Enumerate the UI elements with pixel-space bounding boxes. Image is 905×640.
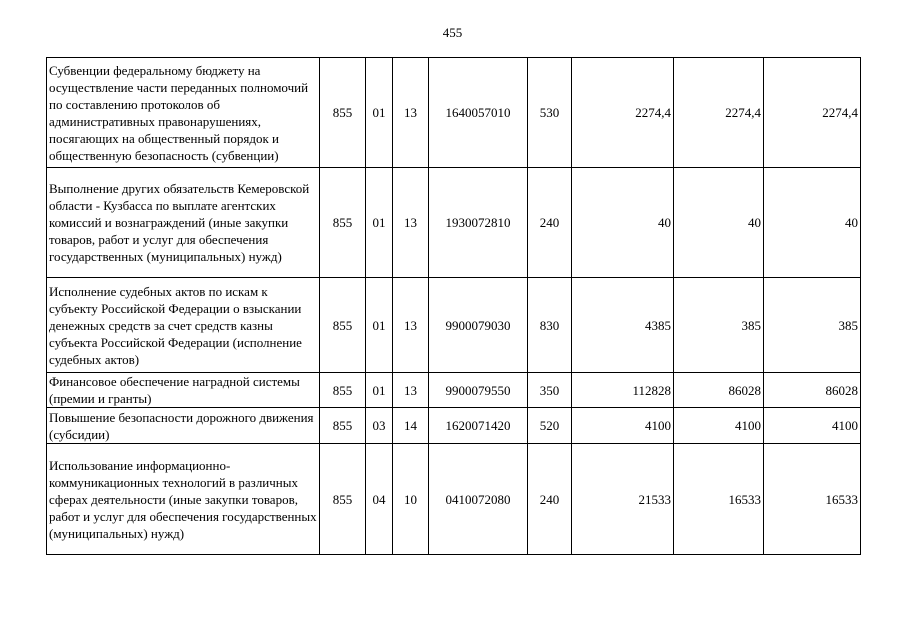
row-value-2: 16533 bbox=[674, 444, 764, 555]
row-section: 01 bbox=[366, 58, 393, 168]
row-subsection: 13 bbox=[393, 58, 429, 168]
row-expense-type: 240 bbox=[528, 444, 572, 555]
row-value-3: 86028 bbox=[764, 373, 861, 408]
row-name: Исполнение судебных актов по искам к субъекту Российской Федерации о взыскании денежных средств за счет средств казны субъекта Российской Федерации (исполнение судебных актов) bbox=[47, 278, 320, 373]
row-code: 855 bbox=[320, 373, 366, 408]
table-row bbox=[47, 58, 861, 168]
row-code: 855 bbox=[320, 58, 366, 168]
row-subsection: 13 bbox=[393, 168, 429, 278]
row-value-2: 40 bbox=[674, 168, 764, 278]
row-code: 855 bbox=[320, 444, 366, 555]
row-expense-type: 520 bbox=[528, 408, 572, 444]
row-value-1: 40 bbox=[572, 168, 674, 278]
row-subsection: 13 bbox=[393, 278, 429, 373]
row-value-3: 4100 bbox=[764, 408, 861, 444]
row-value-2: 86028 bbox=[674, 373, 764, 408]
row-section: 03 bbox=[366, 408, 393, 444]
row-value-1: 21533 bbox=[572, 444, 674, 555]
row-value-2: 4100 bbox=[674, 408, 764, 444]
row-section: 01 bbox=[366, 168, 393, 278]
row-value-3: 40 bbox=[764, 168, 861, 278]
row-value-3: 385 bbox=[764, 278, 861, 373]
row-value-1: 4100 bbox=[572, 408, 674, 444]
table-row bbox=[47, 408, 861, 444]
table-row bbox=[47, 168, 861, 278]
row-expense-type: 350 bbox=[528, 373, 572, 408]
row-name: Повышение безопасности дорожного движения (субсидии) bbox=[47, 408, 320, 444]
row-name: Выполнение других обязательств Кемеровской области - Кузбасса по выплате агентских комиссий и вознаграждений (иные закупки товаров, работ и услуг для обеспечения государственных (муниципальных) нужд) bbox=[47, 168, 320, 278]
table-row bbox=[47, 373, 861, 408]
table-row bbox=[47, 278, 861, 373]
row-value-1: 4385 bbox=[572, 278, 674, 373]
row-subsection: 14 bbox=[393, 408, 429, 444]
row-code: 855 bbox=[320, 278, 366, 373]
row-subsection: 13 bbox=[393, 373, 429, 408]
row-name: Использование информационно-коммуникационных технологий в различных сферах деятельности (иные закупки товаров, работ и услуг для обеспечения государственных (муниципальных) нужд) bbox=[47, 444, 320, 555]
row-target: 1930072810 bbox=[429, 168, 528, 278]
row-value-2: 385 bbox=[674, 278, 764, 373]
row-code: 855 bbox=[320, 168, 366, 278]
row-section: 01 bbox=[366, 373, 393, 408]
row-value-2: 2274,4 bbox=[674, 58, 764, 168]
row-value-1: 2274,4 bbox=[572, 58, 674, 168]
row-name: Субвенции федеральному бюджету на осуществление части переданных полномочий по составлению протоколов об административных правонарушениях, посягающих на общественный порядок и общественную безопасность (субвенции) bbox=[47, 58, 320, 168]
budget-table bbox=[46, 57, 861, 555]
row-value-3: 16533 bbox=[764, 444, 861, 555]
row-target: 1620071420 bbox=[429, 408, 528, 444]
row-subsection: 10 bbox=[393, 444, 429, 555]
row-section: 01 bbox=[366, 278, 393, 373]
row-name: Финансовое обеспечение наградной системы (премии и гранты) bbox=[47, 373, 320, 408]
row-expense-type: 240 bbox=[528, 168, 572, 278]
row-code: 855 bbox=[320, 408, 366, 444]
row-target: 9900079030 bbox=[429, 278, 528, 373]
row-expense-type: 530 bbox=[528, 58, 572, 168]
row-value-1: 112828 bbox=[572, 373, 674, 408]
row-expense-type: 830 bbox=[528, 278, 572, 373]
page-number: 455 bbox=[442, 25, 463, 40]
row-value-3: 2274,4 bbox=[764, 58, 861, 168]
row-target: 9900079550 bbox=[429, 373, 528, 408]
row-section: 04 bbox=[366, 444, 393, 555]
row-target: 1640057010 bbox=[429, 58, 528, 168]
row-target: 0410072080 bbox=[429, 444, 528, 555]
table-row bbox=[47, 444, 861, 555]
